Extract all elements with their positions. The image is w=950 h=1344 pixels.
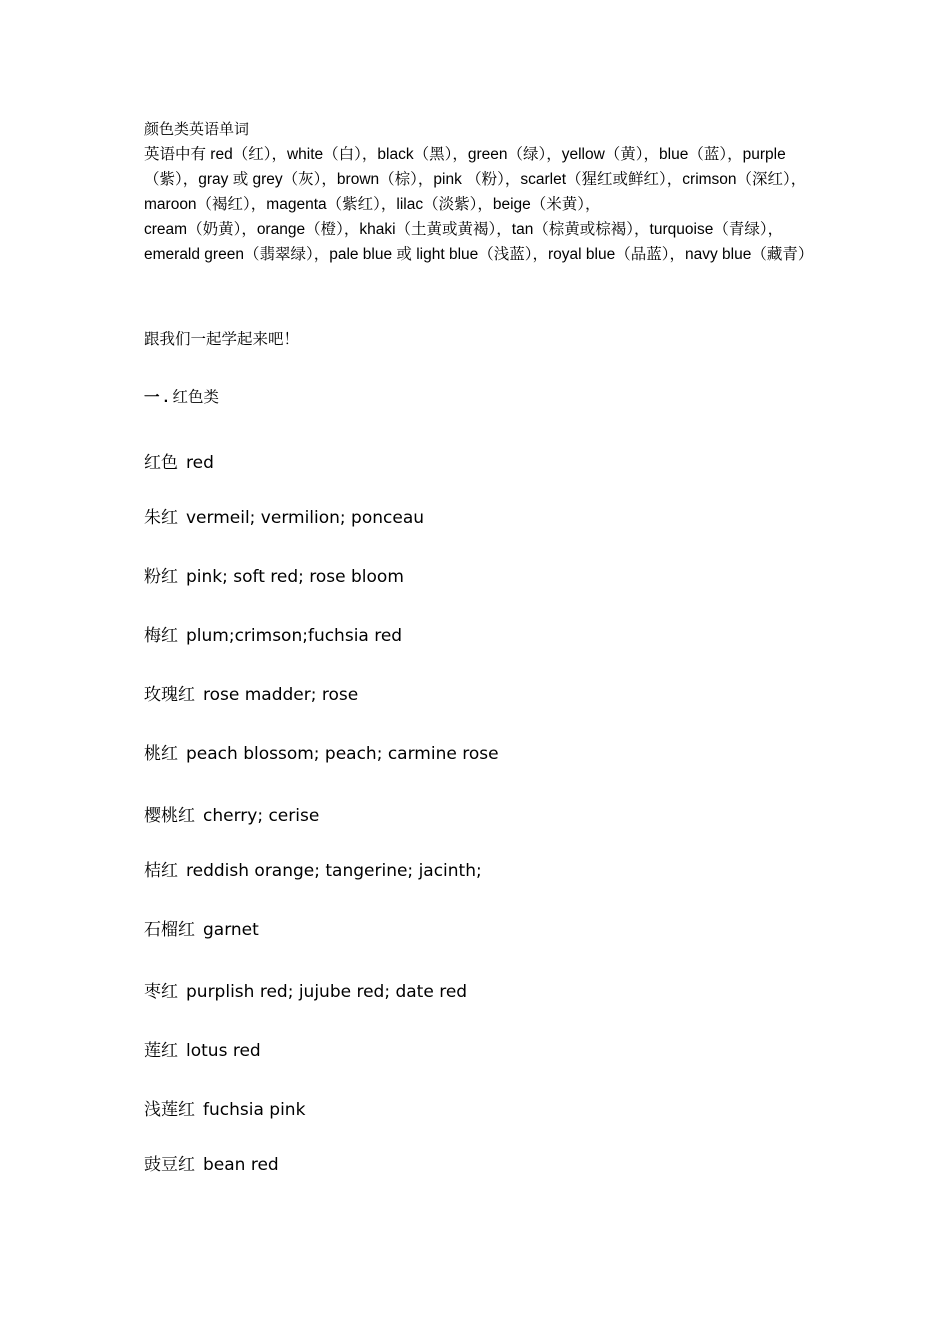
section-heading	[144, 385, 219, 407]
color-entry	[144, 1036, 261, 1061]
color-chinese: 桔红	[144, 861, 178, 881]
color-chinese: 莲红	[144, 1041, 178, 1061]
color-english: peach blossom; peach; carmine rose	[186, 744, 499, 764]
color-chinese: 玫瑰红	[144, 685, 195, 705]
color-english: garnet	[203, 920, 259, 940]
color-entry	[144, 562, 404, 587]
color-chinese: 梅红	[144, 626, 178, 646]
color-entry	[144, 977, 467, 1002]
color-english: lotus red	[186, 1041, 261, 1061]
color-entry	[144, 1150, 279, 1175]
color-english: fuchsia pink	[203, 1100, 306, 1120]
intro-line: 英语中有 red（红），white（白），black（黑），green（绿），yellow（黄），blue（蓝），purple（紫），gray 或 grey（灰），brown（棕），pink （粉），scarlet（猩红或鲜红），crimson（深红），	[144, 146, 807, 188]
color-chinese: 桃红	[144, 744, 178, 764]
call-to-action: 跟我们一起学起来吧！	[144, 331, 300, 348]
color-chinese: 石榴红	[144, 920, 195, 940]
color-english: plum;crimson;fuchsia red	[186, 626, 403, 646]
color-chinese: 樱桃红	[144, 806, 195, 826]
color-entry	[144, 1095, 305, 1120]
section-number: 一 .	[144, 389, 169, 406]
intro-paragraph	[144, 142, 812, 267]
color-english: rose madder; rose	[203, 685, 359, 705]
color-entry	[144, 503, 424, 528]
color-english: purplish red; jujube red; date red	[186, 982, 468, 1002]
color-english: bean red	[203, 1155, 279, 1175]
color-chinese: 朱红	[144, 508, 178, 528]
intro-line: cream（奶黄），orange（橙），khaki（土黄或黄褐），tan（棕黄或棕褐），turquoise（青绿），emerald green（翡翠绿），pale blue 或 light blue（浅蓝），royal blue（品蓝），navy blue（藏青）	[144, 221, 814, 263]
color-english: reddish orange; tangerine; jacinth;	[186, 861, 482, 881]
color-entry	[144, 801, 319, 826]
color-chinese: 粉红	[144, 567, 178, 587]
color-entry	[144, 915, 259, 940]
color-entry	[144, 856, 482, 881]
color-english: pink; soft red; rose bloom	[186, 567, 404, 587]
color-entry	[144, 448, 214, 473]
color-english: vermeil; vermilion; ponceau	[186, 508, 425, 528]
document-title: 颜色类英语单词	[144, 120, 250, 138]
color-entry	[144, 739, 499, 764]
color-english: cherry; cerise	[203, 806, 320, 826]
color-chinese: 豉豆红	[144, 1155, 195, 1175]
color-entry	[144, 621, 402, 646]
color-chinese: 枣红	[144, 982, 178, 1002]
section-label: 红色类	[172, 389, 219, 406]
color-english: red	[186, 453, 214, 473]
color-chinese: 红色	[144, 453, 178, 473]
color-entry	[144, 680, 358, 705]
color-chinese: 浅莲红	[144, 1100, 195, 1120]
intro-line: maroon（褐红），magenta（紫红），lilac（淡紫），beige（米黄），	[144, 196, 601, 213]
